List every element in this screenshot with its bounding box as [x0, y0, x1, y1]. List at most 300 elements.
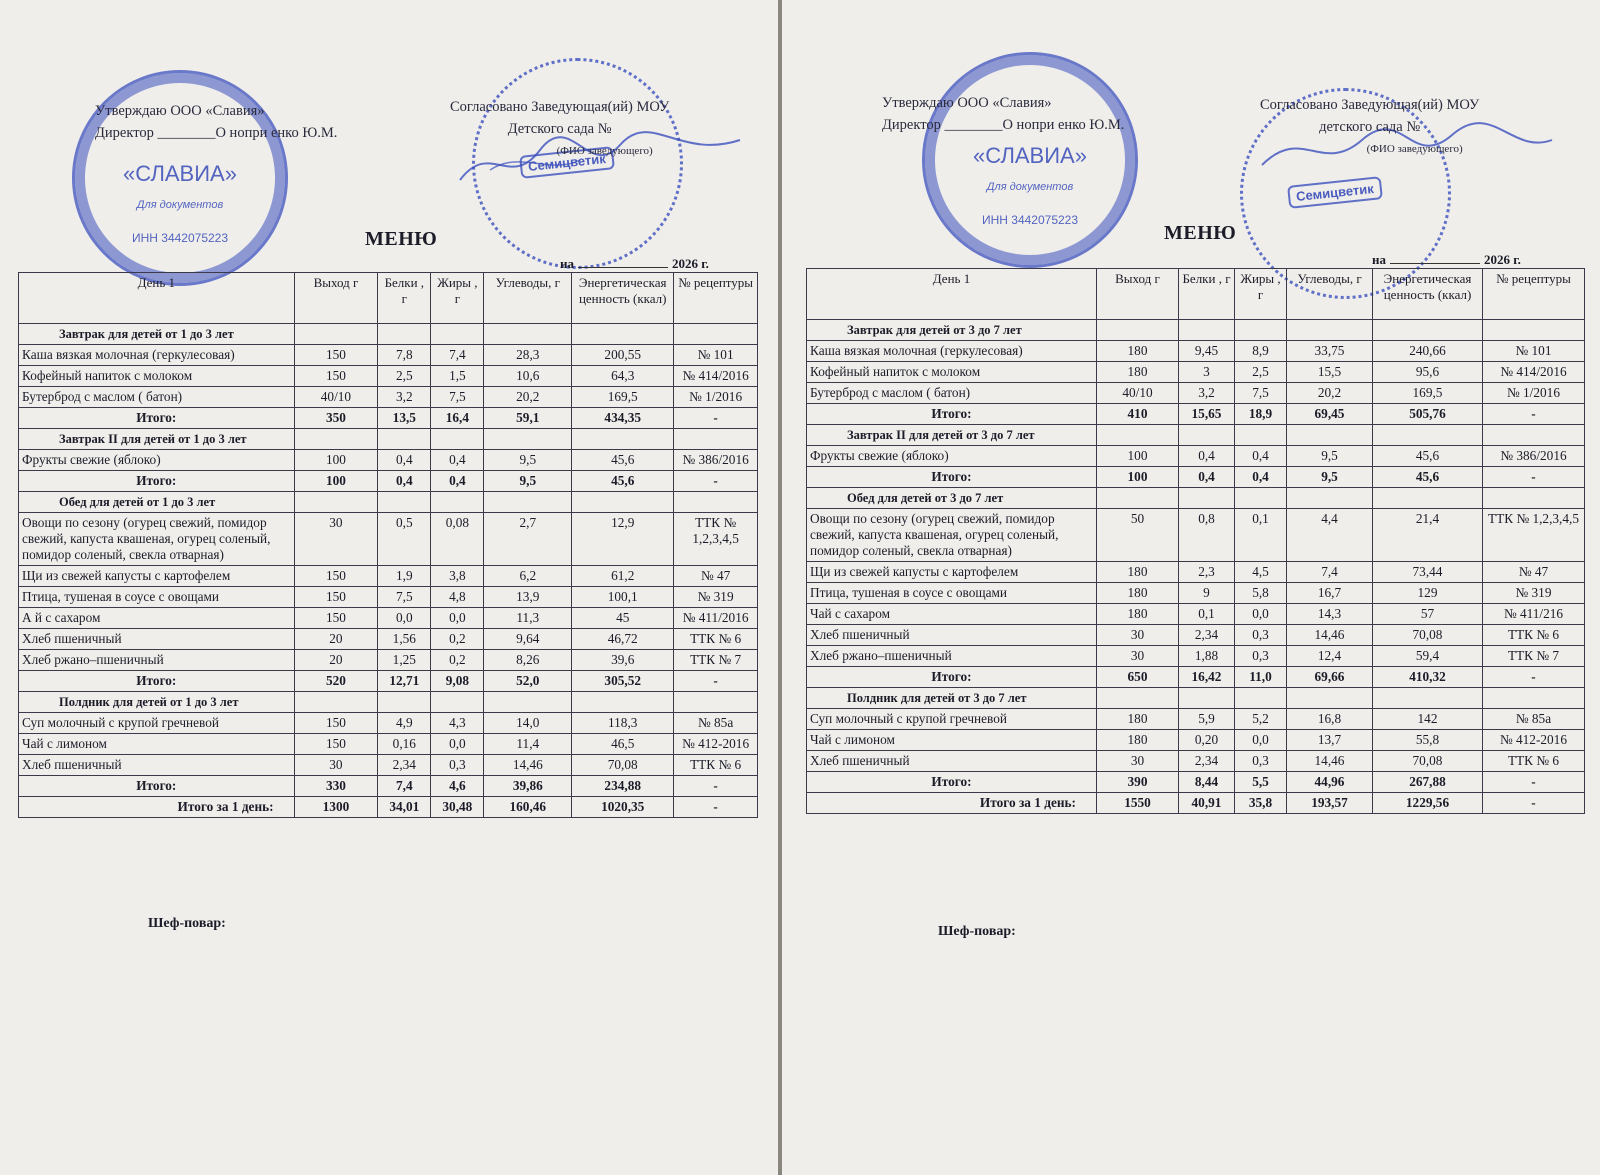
stamp2-name: Семицветик: [519, 146, 615, 179]
value-cell: 21,4: [1373, 509, 1483, 562]
value-cell: 14,46: [484, 755, 572, 776]
value-cell: 16,8: [1287, 709, 1373, 730]
value-cell: 180: [1097, 341, 1179, 362]
value-cell: 0,4: [1235, 467, 1287, 488]
meal-section-row: [19, 692, 758, 713]
value-cell: 350: [294, 408, 378, 429]
dish-row: [807, 751, 1585, 772]
empty-cell: [1373, 425, 1483, 446]
value-cell: 46,5: [572, 734, 674, 755]
date-line: [560, 256, 709, 272]
value-cell: 0,0: [378, 608, 431, 629]
value-cell: № 412-2016: [1483, 730, 1585, 751]
stamp-name: «СЛАВИА»: [123, 161, 237, 187]
subtotal-row: [807, 467, 1585, 488]
column-header: Энергетическая ценность (ккал): [572, 273, 674, 324]
dish-name: Чай с лимоном: [807, 730, 1097, 751]
value-cell: 2,5: [1235, 362, 1287, 383]
subtotal-row: [807, 404, 1585, 425]
value-cell: 70,08: [1373, 625, 1483, 646]
subtotal-row: [19, 471, 758, 492]
value-cell: 240,66: [1373, 341, 1483, 362]
value-cell: 64,3: [572, 366, 674, 387]
dish-name: Кофейный напиток с молоком: [807, 362, 1097, 383]
value-cell: 100: [294, 471, 378, 492]
value-cell: 3,8: [431, 566, 484, 587]
approve-line2: Директор ________О нопри енко Ю.М.: [882, 117, 1125, 133]
value-cell: 1229,56: [1373, 793, 1483, 814]
empty-cell: [674, 429, 758, 450]
meal-section-label: Завтрак для детей от 3 до 7 лет: [807, 320, 1097, 341]
dish-row: [807, 509, 1585, 562]
empty-cell: [572, 492, 674, 513]
value-cell: -: [1483, 667, 1585, 688]
value-cell: 150: [294, 345, 378, 366]
value-cell: 234,88: [572, 776, 674, 797]
value-cell: 0,2: [431, 629, 484, 650]
approval-block: [882, 92, 1124, 136]
value-cell: 15,5: [1287, 362, 1373, 383]
empty-cell: [1097, 488, 1179, 509]
agree-line1: Согласовано Заведующая(ий) МОУ: [450, 99, 670, 115]
empty-cell: [294, 492, 378, 513]
dish-name: Хлеб пшеничный: [19, 755, 295, 776]
value-cell: 150: [294, 608, 378, 629]
value-cell: № 1/2016: [674, 387, 758, 408]
value-cell: 14,46: [1287, 751, 1373, 772]
value-cell: 0,5: [378, 513, 431, 566]
dish-name: Хлеб пшеничный: [19, 629, 295, 650]
value-cell: 12,9: [572, 513, 674, 566]
value-cell: 10,6: [484, 366, 572, 387]
value-cell: № 386/2016: [674, 450, 758, 471]
dish-name: Фрукты свежие (яблоко): [19, 450, 295, 471]
agreement-block: [1260, 94, 1479, 160]
column-header: № рецептуры: [674, 273, 758, 324]
value-cell: 6,2: [484, 566, 572, 587]
value-cell: 12,4: [1287, 646, 1373, 667]
empty-cell: [378, 492, 431, 513]
dish-row: [807, 730, 1585, 751]
value-cell: 0,1: [1235, 509, 1287, 562]
value-cell: № 386/2016: [1483, 446, 1585, 467]
meal-section-row: [807, 488, 1585, 509]
empty-cell: [1179, 425, 1235, 446]
value-cell: 9,5: [1287, 446, 1373, 467]
meal-section-label: Завтрак для детей от 1 до 3 лет: [19, 324, 295, 345]
dish-row: [19, 587, 758, 608]
empty-cell: [1483, 425, 1585, 446]
value-cell: 5,5: [1235, 772, 1287, 793]
value-cell: 5,8: [1235, 583, 1287, 604]
empty-cell: [1097, 688, 1179, 709]
total-label: Итого:: [19, 776, 295, 797]
agree-line1: Согласовано Заведующая(ий) МОУ: [1260, 97, 1480, 113]
value-cell: 0,4: [1179, 467, 1235, 488]
day-total-row: [19, 797, 758, 818]
value-cell: 4,4: [1287, 509, 1373, 562]
value-cell: 9: [1179, 583, 1235, 604]
value-cell: 0,0: [1235, 730, 1287, 751]
value-cell: № 412-2016: [674, 734, 758, 755]
total-label: Итого:: [19, 671, 295, 692]
empty-cell: [1287, 488, 1373, 509]
dish-name: Кофейный напиток с молоком: [19, 366, 295, 387]
dish-row: [19, 387, 758, 408]
value-cell: 180: [1097, 709, 1179, 730]
subtotal-row: [807, 772, 1585, 793]
value-cell: 0,4: [431, 471, 484, 492]
value-cell: 1,5: [431, 366, 484, 387]
dish-name: Щи из свежей капусты с картофелем: [807, 562, 1097, 583]
value-cell: 0,16: [378, 734, 431, 755]
value-cell: 0,08: [431, 513, 484, 566]
meal-section-row: [19, 324, 758, 345]
value-cell: 2,3: [1179, 562, 1235, 583]
value-cell: 11,3: [484, 608, 572, 629]
value-cell: 100: [294, 450, 378, 471]
empty-cell: [1235, 320, 1287, 341]
value-cell: 13,9: [484, 587, 572, 608]
value-cell: 100: [1097, 467, 1179, 488]
value-cell: 57: [1373, 604, 1483, 625]
dish-row: [807, 583, 1585, 604]
value-cell: 73,44: [1373, 562, 1483, 583]
dish-row: [19, 629, 758, 650]
meal-section-row: [807, 688, 1585, 709]
dish-name: Хлеб ржано–пшеничный: [807, 646, 1097, 667]
value-cell: 70,08: [1373, 751, 1483, 772]
value-cell: 0,4: [1235, 446, 1287, 467]
empty-cell: [378, 429, 431, 450]
empty-cell: [1483, 488, 1585, 509]
approve-line2: Директор ________О нопри енко Ю.М.: [95, 125, 338, 141]
subtotal-row: [19, 671, 758, 692]
empty-cell: [1373, 688, 1483, 709]
value-cell: -: [1483, 772, 1585, 793]
column-header: Белки , г: [378, 273, 431, 324]
stamp-sub: Для документов: [136, 199, 224, 211]
meal-section-label: Обед для детей от 1 до 3 лет: [19, 492, 295, 513]
agree-line2: детского сада №: [1319, 119, 1421, 135]
value-cell: № 319: [674, 587, 758, 608]
value-cell: 11,4: [484, 734, 572, 755]
value-cell: 0,2: [431, 650, 484, 671]
agree-line2: Детского сада №: [507, 121, 612, 137]
value-cell: 160,46: [484, 797, 572, 818]
value-cell: 150: [294, 734, 378, 755]
value-cell: ТТК № 1,2,3,4,5: [674, 513, 758, 566]
approve-line1: Утверждаю ООО «Славия»: [95, 103, 265, 119]
meal-section-row: [807, 320, 1585, 341]
value-cell: ТТК № 7: [1483, 646, 1585, 667]
value-cell: 0,4: [1179, 446, 1235, 467]
empty-cell: [1097, 320, 1179, 341]
value-cell: 4,3: [431, 713, 484, 734]
value-cell: № 319: [1483, 583, 1585, 604]
value-cell: 200,55: [572, 345, 674, 366]
dish-row: [807, 709, 1585, 730]
value-cell: -: [1483, 793, 1585, 814]
value-cell: 9,5: [1287, 467, 1373, 488]
empty-cell: [378, 692, 431, 713]
dish-name: Чай с сахаром: [807, 604, 1097, 625]
value-cell: 30: [1097, 751, 1179, 772]
empty-cell: [572, 692, 674, 713]
value-cell: 8,26: [484, 650, 572, 671]
total-label: Итого:: [807, 772, 1097, 793]
empty-cell: [1287, 688, 1373, 709]
value-cell: 150: [294, 713, 378, 734]
value-cell: 2,5: [378, 366, 431, 387]
value-cell: 0,4: [378, 471, 431, 492]
value-cell: 1,56: [378, 629, 431, 650]
value-cell: 69,66: [1287, 667, 1373, 688]
empty-cell: [1287, 425, 1373, 446]
empty-cell: [1179, 320, 1235, 341]
value-cell: 7,8: [378, 345, 431, 366]
value-cell: 520: [294, 671, 378, 692]
value-cell: 40/10: [294, 387, 378, 408]
value-cell: 150: [294, 587, 378, 608]
value-cell: 14,46: [1287, 625, 1373, 646]
value-cell: 1,25: [378, 650, 431, 671]
value-cell: 33,75: [1287, 341, 1373, 362]
value-cell: ТТК № 6: [674, 629, 758, 650]
dish-row: [807, 604, 1585, 625]
value-cell: № 414/2016: [1483, 362, 1585, 383]
empty-cell: [1373, 320, 1483, 341]
value-cell: 30: [294, 513, 378, 566]
value-cell: 59,1: [484, 408, 572, 429]
date-prefix: на: [560, 256, 574, 271]
value-cell: ТТК № 7: [674, 650, 758, 671]
dish-row: [807, 341, 1585, 362]
empty-cell: [431, 429, 484, 450]
value-cell: 9,5: [484, 450, 572, 471]
value-cell: 410: [1097, 404, 1179, 425]
value-cell: -: [674, 797, 758, 818]
empty-cell: [484, 324, 572, 345]
value-cell: 5,2: [1235, 709, 1287, 730]
value-cell: 180: [1097, 730, 1179, 751]
dish-name: Бутерброд с маслом ( батон): [19, 387, 295, 408]
value-cell: 46,72: [572, 629, 674, 650]
value-cell: 0,3: [1235, 751, 1287, 772]
value-cell: 9,5: [484, 471, 572, 492]
value-cell: 0,0: [431, 608, 484, 629]
date-prefix: на: [1372, 252, 1386, 267]
total-label: Итого:: [19, 471, 295, 492]
value-cell: 4,6: [431, 776, 484, 797]
empty-cell: [1373, 488, 1483, 509]
value-cell: ТТК № 6: [674, 755, 758, 776]
empty-cell: [1483, 320, 1585, 341]
value-cell: 0,20: [1179, 730, 1235, 751]
dish-name: Чай с лимоном: [19, 734, 295, 755]
meal-section-row: [807, 425, 1585, 446]
empty-cell: [674, 324, 758, 345]
column-header: Энергетическая ценность (ккал): [1373, 269, 1483, 320]
subtotal-row: [19, 408, 758, 429]
column-header: День 1: [807, 269, 1097, 320]
empty-cell: [294, 324, 378, 345]
value-cell: 13,7: [1287, 730, 1373, 751]
dish-row: [19, 713, 758, 734]
value-cell: 180: [1097, 562, 1179, 583]
value-cell: 0,0: [431, 734, 484, 755]
value-cell: 20: [294, 650, 378, 671]
value-cell: 169,5: [572, 387, 674, 408]
value-cell: 40,91: [1179, 793, 1235, 814]
column-header: Выход г: [294, 273, 378, 324]
column-header: Жиры , г: [1235, 269, 1287, 320]
empty-cell: [431, 692, 484, 713]
value-cell: 45: [572, 608, 674, 629]
value-cell: 0,1: [1179, 604, 1235, 625]
empty-cell: [484, 692, 572, 713]
value-cell: 35,8: [1235, 793, 1287, 814]
value-cell: 2,34: [378, 755, 431, 776]
empty-cell: [572, 429, 674, 450]
value-cell: 30: [1097, 646, 1179, 667]
dish-name: Птица, тушеная в соусе с овощами: [807, 583, 1097, 604]
value-cell: 4,5: [1235, 562, 1287, 583]
value-cell: 8,44: [1179, 772, 1235, 793]
value-cell: 8,9: [1235, 341, 1287, 362]
column-header: Жиры , г: [431, 273, 484, 324]
value-cell: 650: [1097, 667, 1179, 688]
empty-cell: [378, 324, 431, 345]
page-title: МЕНЮ: [365, 228, 438, 250]
value-cell: 2,34: [1179, 751, 1235, 772]
value-cell: 305,52: [572, 671, 674, 692]
value-cell: -: [1483, 467, 1585, 488]
dish-row: [807, 362, 1585, 383]
value-cell: 3,2: [378, 387, 431, 408]
value-cell: -: [674, 671, 758, 692]
subtotal-row: [19, 776, 758, 797]
value-cell: 70,08: [572, 755, 674, 776]
value-cell: 0,8: [1179, 509, 1235, 562]
menu-table: [18, 272, 758, 818]
value-cell: 20,2: [484, 387, 572, 408]
meal-section-label: Полдник для детей от 1 до 3 лет: [19, 692, 295, 713]
value-cell: 28,3: [484, 345, 572, 366]
date-suffix: 2026 г.: [672, 256, 709, 271]
value-cell: 55,8: [1373, 730, 1483, 751]
empty-cell: [294, 429, 378, 450]
value-cell: 3: [1179, 362, 1235, 383]
empty-cell: [431, 324, 484, 345]
value-cell: 44,96: [1287, 772, 1373, 793]
stamp-inn: ИНН 3442075223: [981, 213, 1079, 228]
value-cell: 390: [1097, 772, 1179, 793]
value-cell: № 411/216: [1483, 604, 1585, 625]
value-cell: 16,7: [1287, 583, 1373, 604]
dish-row: [807, 383, 1585, 404]
value-cell: 2,34: [1179, 625, 1235, 646]
dish-name: Щи из свежей капусты с картофелем: [19, 566, 295, 587]
value-cell: 69,45: [1287, 404, 1373, 425]
meal-section-label: Обед для детей от 3 до 7 лет: [807, 488, 1097, 509]
value-cell: 267,88: [1373, 772, 1483, 793]
value-cell: 14,3: [1287, 604, 1373, 625]
stamp-sub: Для документов: [986, 181, 1074, 193]
empty-cell: [484, 492, 572, 513]
value-cell: 100: [1097, 446, 1179, 467]
value-cell: 34,01: [378, 797, 431, 818]
value-cell: 45,6: [572, 450, 674, 471]
approve-line1: Утверждаю ООО «Славия»: [882, 95, 1052, 111]
value-cell: 39,6: [572, 650, 674, 671]
value-cell: № 47: [1483, 562, 1585, 583]
stamp-name: «СЛАВИА»: [973, 143, 1087, 169]
value-cell: 39,86: [484, 776, 572, 797]
empty-cell: [572, 324, 674, 345]
menu-table: [806, 268, 1585, 814]
value-cell: 16,4: [431, 408, 484, 429]
value-cell: 410,32: [1373, 667, 1483, 688]
value-cell: 9,45: [1179, 341, 1235, 362]
value-cell: 0,4: [378, 450, 431, 471]
dish-name: Хлеб пшеничный: [807, 625, 1097, 646]
day-total-row: [807, 793, 1585, 814]
dish-row: [19, 650, 758, 671]
value-cell: 169,5: [1373, 383, 1483, 404]
value-cell: 15,65: [1179, 404, 1235, 425]
empty-cell: [294, 692, 378, 713]
column-header: Выход г: [1097, 269, 1179, 320]
value-cell: 11,0: [1235, 667, 1287, 688]
empty-cell: [1235, 688, 1287, 709]
column-header: День 1: [19, 273, 295, 324]
value-cell: -: [1483, 404, 1585, 425]
value-cell: № 411/2016: [674, 608, 758, 629]
value-cell: 30: [294, 755, 378, 776]
dish-name: Каша вязкая молочная (геркулесовая): [807, 341, 1097, 362]
dish-row: [807, 625, 1585, 646]
value-cell: 118,3: [572, 713, 674, 734]
value-cell: 18,9: [1235, 404, 1287, 425]
empty-cell: [674, 692, 758, 713]
value-cell: 4,8: [431, 587, 484, 608]
value-cell: ТТК № 1,2,3,4,5: [1483, 509, 1585, 562]
value-cell: 7,4: [378, 776, 431, 797]
total-label: Итого за 1 день:: [19, 797, 295, 818]
dish-row: [19, 734, 758, 755]
value-cell: 9,64: [484, 629, 572, 650]
value-cell: 180: [1097, 604, 1179, 625]
value-cell: -: [674, 776, 758, 797]
column-header: Белки , г: [1179, 269, 1235, 320]
value-cell: № 101: [1483, 341, 1585, 362]
value-cell: 30: [1097, 625, 1179, 646]
empty-cell: [1483, 688, 1585, 709]
column-header: Углеводы, г: [484, 273, 572, 324]
value-cell: 330: [294, 776, 378, 797]
meal-section-label: Полдник для детей от 3 до 7 лет: [807, 688, 1097, 709]
chef-signature-label: Шеф-повар:: [938, 924, 1016, 939]
empty-cell: [1235, 425, 1287, 446]
value-cell: 30,48: [431, 797, 484, 818]
value-cell: 45,6: [1373, 467, 1483, 488]
total-label: Итого:: [807, 667, 1097, 688]
meal-section-label: Завтрак II для детей от 3 до 7 лет: [807, 425, 1097, 446]
empty-cell: [484, 429, 572, 450]
empty-cell: [1287, 320, 1373, 341]
meal-section-label: Завтрак II для детей от 1 до 3 лет: [19, 429, 295, 450]
